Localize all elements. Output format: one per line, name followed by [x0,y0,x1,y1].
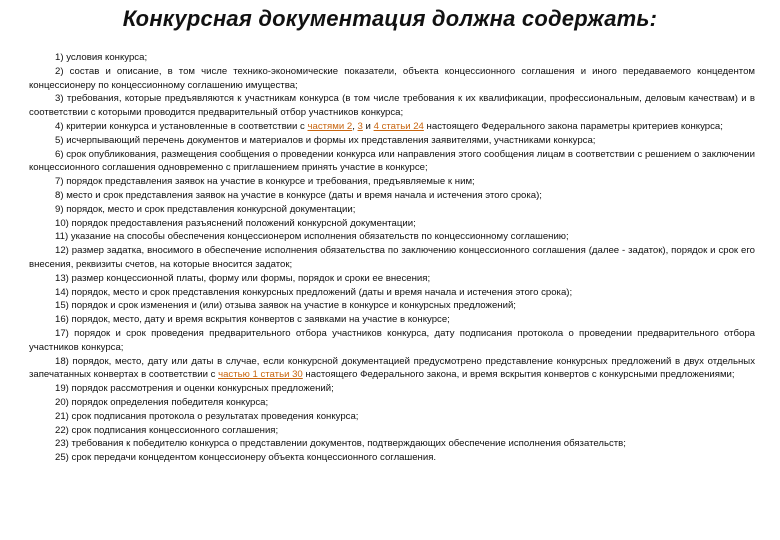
list-item: 11) указание на способы обеспечения концессионером исполнения обязательств по концессионному соглашению; [55,231,569,243]
list-item: 15) порядок и срок изменения и (или) отзыва заявок на участие в конкурсе и конкурсных предложений; [55,300,516,312]
list-item: 19) порядок рассмотрения и оценки конкурсных предложений; [55,383,334,395]
list-item [29,355,755,383]
list-item: 23) требования к победителю конкурса о представлении документов, подтверждающих обеспечение исполнения обязательств; [55,438,626,450]
list-item: 3) требования, которые предъявляются к участникам конкурса (в том числе требования к их квалификации, профессиональным, деловым качествам) и в соответствии с которыми проводится предварительный отбор участников конкурса; [29,93,755,119]
item-separator: , [352,120,358,132]
list-item: 17) порядок и срок проведения предварительного отбора участников конкурса, дату подписания протокола о проведении предварительного отбора участников конкурса; [29,327,755,353]
list-item: 6) срок опубликования, размещения сообщения о проведении конкурса или направления этого сообщения лицам в соответствии с решением о заключении концессионного соглашения одновременно с приглашением принять участие в конкурсе; [29,148,755,174]
list-item: 9) порядок, место и срок представления конкурсной документации; [55,203,356,215]
list-item [29,120,755,134]
item-text: 4) критерии конкурса и установленные в соответствии с [55,120,308,132]
list-item: 20) порядок определения победителя конкурса; [55,396,269,408]
law-link-article-24[interactable]: 4 статьи 24 [373,120,424,132]
list-item: 10) порядок предоставления разъяснений положений конкурсной документации; [55,217,416,229]
list-item: 2) состав и описание, в том числе технико-экономические показатели, объекта концессионного соглашения и иного передаваемого концедентом концессионеру по концессионному соглашению имущества; [29,65,755,91]
law-link-part-3[interactable]: 3 [357,120,363,132]
list-item: 21) срок подписания протокола о результатах проведения конкурса; [55,410,359,422]
list-item: 14) порядок, место и срок представления конкурсных предложений (даты и время начала и истечения этого срока); [55,286,573,298]
item-text: 18) порядок, место, дату или даты в случае, если конкурсной документацией предусмотрено представление конкурсных предложений в двух отдельных запечатанных конвертах в соответствии с [29,355,755,381]
list-item: 25) срок передачи концедентом концессионеру объекта концессионного соглашения. [55,452,437,464]
list-item: 5) исчерпывающий перечень документов и материалов и формы их представления заявителями, участниками конкурса; [55,134,596,146]
law-link-parts-2[interactable]: частями 2 [307,120,353,132]
law-link-article-30[interactable]: частью 1 статьи 30 [218,369,303,381]
list-item: 8) место и срок представления заявок на участие в конкурсе (даты и время начала и истечения этого срока); [55,189,542,201]
list-item: 12) размер задатка, вносимого в обеспечение исполнения обязательства по заключению концессионного соглашения (далее - задаток), порядок и срок его внесения, реквизиты счетов, на которые вносится задаток; [29,245,755,270]
document-title: Конкурсная документация должна содержать: [122,6,658,31]
list-item: 7) порядок представления заявок на участие в конкурсе и требования, предъявляемые к ним; [55,176,475,188]
list-item: 13) размер концессионной платы, форму или формы, порядок и сроки ее внесения; [55,272,431,284]
list-item: 16) порядок, место, дату и время вскрытия конвертов с заявками на участие в конкурсе; [55,314,450,326]
item-separator: и [362,120,374,132]
item-text: настоящего Федерального закона параметры критериев конкурса; [423,120,723,132]
item-text: настоящего Федерального закона, и время вскрытия конвертов с конкурсными предложениями; [302,369,735,381]
list-item: 1) условия конкурса; [55,52,148,63]
list-item: 22) срок подписания концессионного соглашения; [55,424,279,436]
requirements-list [29,51,755,465]
